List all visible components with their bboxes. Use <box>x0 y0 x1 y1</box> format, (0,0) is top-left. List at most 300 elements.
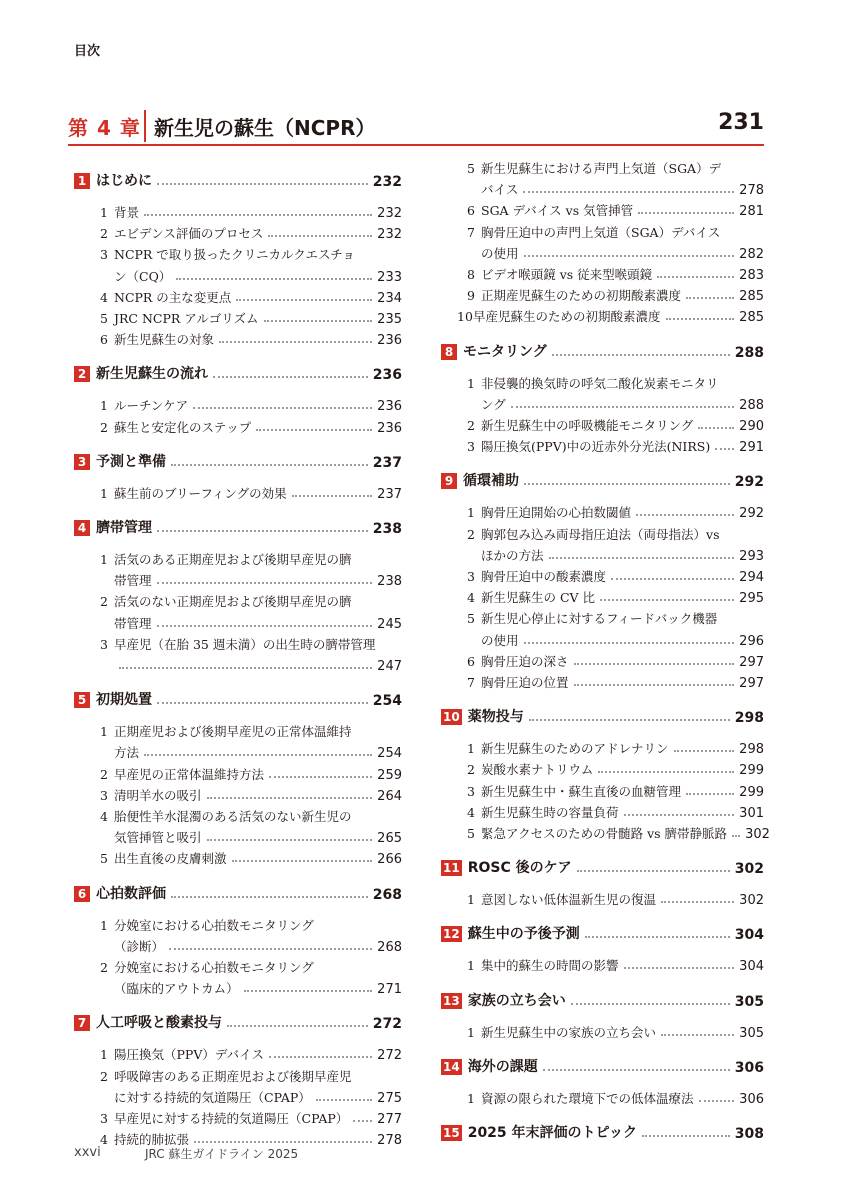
section-title: 循環補助 <box>463 473 519 490</box>
toc-entry[interactable] <box>441 414 764 434</box>
toc-entry[interactable] <box>441 305 764 325</box>
section-title: 人工呼吸と酸素投与 <box>96 1015 222 1032</box>
toc-entry-continuation[interactable] <box>74 654 402 674</box>
page-number: 238 <box>377 574 402 590</box>
page-number: 304 <box>734 927 764 944</box>
entry-title: 正期産児蘇生のための初期酸素濃度 <box>481 288 682 304</box>
toc-entry[interactable] <box>74 914 402 934</box>
page-number: 298 <box>734 710 764 727</box>
toc-entry[interactable] <box>441 501 764 521</box>
entry-title: 活気のある正期産児および後期早産児の臍 <box>114 552 352 567</box>
leader-dots <box>316 1099 372 1101</box>
page-number: 302 <box>745 827 770 842</box>
toc-entry[interactable] <box>441 780 764 800</box>
entry-title: 資源の限られた環境下での低体温療法 <box>481 1090 694 1106</box>
entry-title: 胎便性羊水混濁のある活気のない新生児の <box>114 809 352 824</box>
entry-title: 胸郭包み込み両母指圧迫法（両母指法）vs <box>481 526 720 542</box>
leader-dots <box>638 212 734 214</box>
page-number: 281 <box>739 204 764 220</box>
page-number: 232 <box>372 174 402 190</box>
page-number: 254 <box>377 746 402 762</box>
leader-dots <box>523 191 734 193</box>
leader-dots <box>624 814 735 816</box>
toc-entry[interactable] <box>74 307 402 327</box>
section-number-badge: 12 <box>443 927 460 942</box>
entry-title: 方法 <box>114 745 140 761</box>
section-title: 心拍数評価 <box>96 885 166 902</box>
toc-entry[interactable] <box>441 586 764 606</box>
page-number: 235 <box>377 312 402 327</box>
entry-title: 胸骨圧迫中の声門上気道（SGA）デバイス <box>481 224 721 240</box>
entry-title: ルーチンケア <box>114 398 189 414</box>
page-number: 236 <box>377 420 402 436</box>
leader-dots <box>157 702 368 704</box>
toc-section-6[interactable] <box>74 883 402 903</box>
chapter-label: 第 4 章 <box>68 116 141 140</box>
leader-dots <box>193 407 372 409</box>
toc-entry-continuation[interactable] <box>441 544 764 564</box>
entry-title: 胸骨圧迫中の酸素濃度 <box>481 569 607 584</box>
toc-section-15[interactable] <box>441 1122 764 1142</box>
leader-dots <box>686 297 734 299</box>
entry-number: 3 <box>100 1111 108 1126</box>
toc-entry-continuation[interactable] <box>441 242 764 262</box>
entry-title: 新生児蘇生のためのアドレナリン <box>481 741 669 757</box>
entry-number: 10 <box>457 309 473 325</box>
toc-section-11[interactable] <box>441 857 764 877</box>
leader-dots <box>657 276 734 278</box>
entry-title: （臨床的アウトカム） <box>114 981 239 997</box>
leader-dots <box>661 1034 734 1036</box>
page-number: 236 <box>377 333 402 349</box>
entry-number: 9 <box>467 288 475 304</box>
chapter-underline <box>68 144 764 146</box>
entry-number: 7 <box>467 675 475 690</box>
entry-number: 5 <box>100 311 108 326</box>
page-number: 306 <box>739 1091 764 1107</box>
toc-entry-continuation[interactable] <box>74 741 402 761</box>
page-number: 264 <box>377 788 402 804</box>
entry-title: 新生児蘇生中の家族の立ち会い <box>481 1024 657 1040</box>
toc-section-14[interactable] <box>441 1056 764 1076</box>
entry-number: 3 <box>100 787 108 803</box>
toc-entry[interactable] <box>441 737 764 757</box>
leader-dots <box>699 1100 735 1102</box>
page-number: 292 <box>739 506 764 522</box>
toc-entry[interactable] <box>74 956 402 976</box>
entry-number: 1 <box>100 1047 108 1063</box>
section-number-badge: 2 <box>74 366 90 382</box>
toc-section-2[interactable] <box>74 363 402 383</box>
toc-entry[interactable] <box>74 416 402 436</box>
leader-dots <box>269 776 372 778</box>
section-title: 海外の課題 <box>467 1058 538 1075</box>
toc-entry[interactable] <box>441 199 764 219</box>
toc-entry[interactable] <box>74 720 402 740</box>
entry-title: NCPR の主な変更点 <box>114 289 232 305</box>
leader-dots <box>574 663 735 665</box>
toc-entry-continuation[interactable] <box>441 393 764 413</box>
page-number: 247 <box>377 659 402 674</box>
entry-title: 正期産児および後期早産児の正常体温維持 <box>114 724 352 740</box>
page-number: 238 <box>372 521 402 537</box>
entry-number: 1 <box>100 917 108 933</box>
leader-dots <box>157 625 373 627</box>
leader-dots <box>244 990 373 992</box>
entry-title: 呼吸障害のある正期産児および後期早産児 <box>114 1068 352 1084</box>
entry-title: 新生児蘇生中・蘇生直後の血糖管理 <box>481 783 682 799</box>
leader-dots <box>157 183 368 185</box>
entry-title: 持続的肺拡張 <box>114 1132 190 1148</box>
entry-number: 4 <box>100 1132 108 1148</box>
toc-entry-continuation[interactable] <box>74 935 402 955</box>
page-number: 237 <box>372 454 402 471</box>
toc-section-13[interactable] <box>441 990 764 1010</box>
page-number: 272 <box>372 1016 402 1033</box>
toc-entry[interactable] <box>441 523 764 543</box>
leader-dots <box>611 578 734 580</box>
leader-dots <box>232 860 373 862</box>
page-number: 272 <box>377 1048 402 1064</box>
page-number: 285 <box>739 289 764 305</box>
section-title: 新生児蘇生の流れ <box>96 366 208 383</box>
page-number: 268 <box>372 886 402 903</box>
entry-title: 緊急アクセスのための骨髄路 vs 臍帯静脈路 <box>481 826 728 841</box>
entry-title: 新生児蘇生時の容量負荷 <box>481 804 619 820</box>
page-number: 234 <box>377 290 402 306</box>
page-number: 305 <box>734 993 764 1010</box>
toc-entry[interactable] <box>74 548 402 568</box>
page-number: 293 <box>739 548 764 564</box>
page-number: 297 <box>739 676 764 691</box>
leader-dots <box>353 1120 372 1122</box>
toc-entry[interactable] <box>74 784 402 804</box>
section-number-badge: 1 <box>74 173 90 189</box>
toc-entry[interactable] <box>441 954 764 974</box>
entry-number: 1 <box>467 1024 475 1040</box>
toc-entry[interactable] <box>74 805 402 825</box>
toc-entry-continuation[interactable] <box>74 265 402 285</box>
entry-number: 1 <box>100 485 108 501</box>
leader-dots <box>171 896 368 898</box>
toc-entry[interactable] <box>74 328 402 348</box>
leader-dots <box>256 429 372 431</box>
toc-entry[interactable] <box>74 1043 402 1063</box>
entry-title: 新生児蘇生の CV 比 <box>481 590 596 606</box>
leader-dots <box>511 406 734 408</box>
page-number: 308 <box>734 1126 764 1142</box>
toc-entry-continuation[interactable] <box>74 569 402 589</box>
toc-entry[interactable] <box>441 671 764 691</box>
entry-title: 早産児の正常体温維持方法 <box>114 766 265 782</box>
toc-entry[interactable] <box>74 243 402 263</box>
toc-entry[interactable] <box>441 565 764 585</box>
page-number: 297 <box>739 654 764 670</box>
entry-title: ビデオ喉頭鏡 vs 従来型喉頭鏡 <box>481 267 653 282</box>
page-number: 233 <box>377 269 402 285</box>
entry-number: 1 <box>467 741 475 757</box>
page-number: 268 <box>377 939 402 955</box>
page-number: 232 <box>377 206 402 221</box>
toc-section-7[interactable] <box>74 1012 402 1032</box>
section-title: 初期処置 <box>96 692 152 709</box>
page-number: 288 <box>734 344 764 361</box>
section-number-badge: 9 <box>441 473 457 489</box>
entry-title: （診断） <box>114 938 165 954</box>
section-title: 2025 年末評価のトピック <box>467 1125 637 1141</box>
toc-entry-continuation[interactable] <box>74 826 402 846</box>
page-number: 271 <box>377 982 402 998</box>
toc-section-5[interactable] <box>74 689 402 709</box>
page-number: 305 <box>739 1025 764 1041</box>
toc-entry[interactable] <box>441 801 764 821</box>
page-number: 302 <box>734 861 764 878</box>
entry-title: 新生児蘇生の対象 <box>114 332 215 348</box>
leader-dots <box>552 354 730 356</box>
chapter-divider <box>144 110 146 142</box>
toc-entry[interactable] <box>441 607 764 627</box>
toc-section-9[interactable] <box>441 470 764 490</box>
entry-number: 1 <box>100 724 108 740</box>
entry-number: 4 <box>467 804 475 820</box>
entry-title: 活気のない正期産児および後期早産児の臍 <box>114 594 352 610</box>
entry-number: 5 <box>467 161 475 176</box>
entry-title: 集中的蘇生の時間の影響 <box>481 958 619 974</box>
entry-title: 分娩室における心拍数モニタリング <box>114 960 314 975</box>
toc-entry[interactable] <box>441 1087 764 1107</box>
leader-dots <box>577 870 730 872</box>
entry-title: 新生児蘇生における声門上気道（SGA）デ <box>481 161 722 176</box>
page-number: 265 <box>377 831 402 847</box>
page-number: 291 <box>739 440 764 456</box>
section-number-badge: 6 <box>74 886 90 902</box>
toc-entry[interactable] <box>74 1107 402 1127</box>
entry-title: 胸骨圧迫の深さ <box>481 653 569 669</box>
leader-dots <box>524 642 735 644</box>
entry-number: 1 <box>467 375 475 391</box>
leader-dots <box>686 793 734 795</box>
page-number: 294 <box>739 570 764 585</box>
page-number: 298 <box>739 742 764 758</box>
entry-title: 早産児（在胎 35 週未満）の出生時の臍帯管理 <box>114 636 376 652</box>
entry-title: 陽圧換気（PPV）デバイス <box>114 1047 264 1063</box>
leader-dots <box>571 1003 730 1005</box>
leader-dots <box>169 948 372 950</box>
page-number: 299 <box>739 763 764 779</box>
toc-entry[interactable] <box>441 822 770 842</box>
chapter-page: 231 <box>718 110 764 135</box>
section-number-badge: 7 <box>74 1015 90 1031</box>
entry-title: 新生児蘇生中の呼吸機能モニタリング <box>481 418 694 433</box>
toc-entry[interactable] <box>74 847 402 867</box>
entry-number: 3 <box>467 439 475 455</box>
toc-entry[interactable] <box>441 435 764 455</box>
toc-section-10[interactable] <box>441 706 764 726</box>
page-number: 275 <box>377 1090 402 1106</box>
section-number-badge: 10 <box>443 710 460 725</box>
entry-title: バイス <box>481 182 519 198</box>
toc-entry[interactable] <box>74 286 402 306</box>
section-number-badge: 14 <box>443 1059 460 1074</box>
entry-number: 3 <box>100 636 108 652</box>
page-number: 278 <box>377 1133 402 1149</box>
leader-dots <box>529 719 730 721</box>
page-number: 259 <box>377 767 402 783</box>
leader-dots <box>157 582 373 584</box>
leader-dots <box>268 235 372 237</box>
toc-entry-continuation[interactable] <box>74 612 402 632</box>
entry-number: 3 <box>467 783 475 799</box>
section-title: 薬物投与 <box>467 709 524 726</box>
leader-dots <box>543 1069 730 1071</box>
leader-dots <box>194 1141 372 1143</box>
page-number: 237 <box>377 486 402 502</box>
page-number: 302 <box>739 893 764 909</box>
entry-number: 3 <box>100 247 108 263</box>
toc-entry[interactable] <box>74 482 402 502</box>
entry-number: 4 <box>100 809 108 824</box>
entry-title: 新生児心停止に対するフィードバック機器 <box>481 611 718 627</box>
footer-page-number: xxvi <box>74 1145 101 1160</box>
page-number: 295 <box>739 591 764 607</box>
entry-title: 炭酸水素ナトリウム <box>481 762 594 778</box>
page-number: 290 <box>739 419 764 434</box>
section-number-badge: 4 <box>74 520 90 536</box>
toc-entry[interactable] <box>74 633 402 653</box>
entry-title: 帯管理 <box>114 573 152 589</box>
page-number: 236 <box>372 367 402 384</box>
toc-entry[interactable] <box>441 1021 764 1041</box>
entry-number: 1 <box>100 398 108 414</box>
section-number-badge: 3 <box>74 454 90 470</box>
toc-entry[interactable] <box>441 650 764 670</box>
leader-dots <box>171 464 368 466</box>
toc-entry-continuation[interactable] <box>74 1086 402 1106</box>
entry-number: 7 <box>467 224 475 240</box>
leader-dots <box>176 278 372 280</box>
toc-section-12[interactable] <box>441 923 764 943</box>
toc-entry[interactable] <box>74 394 402 414</box>
leader-dots <box>698 427 734 429</box>
page-number: 283 <box>739 268 764 283</box>
entry-title: SGA デバイス vs 気管挿管 <box>481 203 634 219</box>
entry-title: 胸骨圧迫開始の心拍数閾値 <box>481 505 632 521</box>
entry-number: 1 <box>467 1090 475 1106</box>
toc-entry[interactable] <box>74 222 402 242</box>
entry-number: 6 <box>100 332 108 348</box>
leader-dots <box>549 557 735 559</box>
entry-number: 2 <box>467 762 475 778</box>
toc-entry[interactable] <box>441 758 764 778</box>
toc-entry-continuation[interactable] <box>441 178 764 198</box>
leader-dots <box>715 448 734 450</box>
leader-dots <box>600 599 734 601</box>
toc-entry[interactable] <box>441 263 764 283</box>
entry-title: 帯管理 <box>114 615 152 631</box>
entry-number: 5 <box>467 611 475 627</box>
toc-entry[interactable] <box>74 590 402 610</box>
entry-title: の使用 <box>481 632 519 648</box>
toc-section-8[interactable] <box>441 341 764 361</box>
leader-dots <box>264 320 373 322</box>
entry-number: 1 <box>467 892 475 908</box>
entry-title: の使用 <box>481 245 519 261</box>
leader-dots <box>624 967 735 969</box>
toc-section-4[interactable] <box>74 517 402 537</box>
entry-title: ング <box>481 396 506 412</box>
entry-number: 1 <box>100 552 108 567</box>
page-number: 301 <box>739 805 764 821</box>
toc-entry[interactable] <box>441 888 764 908</box>
leader-dots <box>207 839 373 841</box>
section-title: ROSC 後のケア <box>467 860 572 877</box>
section-title: 家族の立ち会い <box>467 992 566 1009</box>
toc-section-3[interactable] <box>74 451 402 471</box>
entry-title: 陽圧換気(PPV)中の近赤外分光法(NIRS) <box>481 439 711 455</box>
toc-entry[interactable] <box>74 201 402 221</box>
leader-dots <box>732 835 740 837</box>
leader-dots <box>119 667 372 669</box>
toc-entry[interactable] <box>441 284 764 304</box>
entry-title: 胸骨圧迫の位置 <box>481 675 569 690</box>
leader-dots <box>598 771 734 773</box>
entry-title: 気管挿管と吸引 <box>114 830 202 846</box>
entry-title: JRC NCPR アルゴリズム <box>114 311 259 326</box>
entry-title: 意図しない低体温新生児の復温 <box>481 892 657 908</box>
leader-dots <box>219 341 372 343</box>
entry-title: に対する持続的気道陽圧（CPAP） <box>114 1089 311 1105</box>
entry-number: 5 <box>100 851 108 867</box>
leader-dots <box>585 936 730 938</box>
leader-dots <box>227 1025 368 1027</box>
leader-dots <box>144 214 372 216</box>
toc-entry[interactable] <box>74 1065 402 1085</box>
toc-entry[interactable] <box>441 157 764 177</box>
page-number: 232 <box>377 227 402 243</box>
page-number: 277 <box>377 1112 402 1127</box>
toc-entry[interactable] <box>74 763 402 783</box>
leader-dots <box>524 483 730 485</box>
leader-dots <box>269 1056 372 1058</box>
section-number-badge: 5 <box>74 692 90 708</box>
toc-entry[interactable] <box>441 372 764 392</box>
chapter-heading <box>68 106 764 146</box>
page-number: 292 <box>734 474 764 491</box>
page-number: 236 <box>377 399 402 415</box>
leader-dots <box>292 495 373 497</box>
leader-dots <box>574 684 735 686</box>
entry-number: 5 <box>467 826 475 841</box>
toc-section-1[interactable] <box>74 170 402 190</box>
page-number: 285 <box>739 310 764 326</box>
entry-title: 早産児に対する持続的気道陽圧（CPAP） <box>114 1111 349 1126</box>
toc-entry-continuation[interactable] <box>74 977 402 997</box>
page-number: 254 <box>372 693 402 710</box>
entry-number: 4 <box>467 590 475 606</box>
entry-number: 4 <box>100 289 108 305</box>
toc-entry[interactable] <box>441 221 764 241</box>
page-number: 306 <box>734 1059 764 1076</box>
entry-number: 2 <box>100 226 108 242</box>
toc-entry-continuation[interactable] <box>441 629 764 649</box>
entry-title: 出生直後の皮膚刺激 <box>114 851 227 867</box>
page-number: 299 <box>739 784 764 800</box>
leader-dots <box>144 754 372 756</box>
leader-dots <box>236 299 372 301</box>
entry-number: 2 <box>467 526 475 542</box>
page-number: 282 <box>739 246 764 262</box>
entry-number: 1 <box>467 505 475 521</box>
